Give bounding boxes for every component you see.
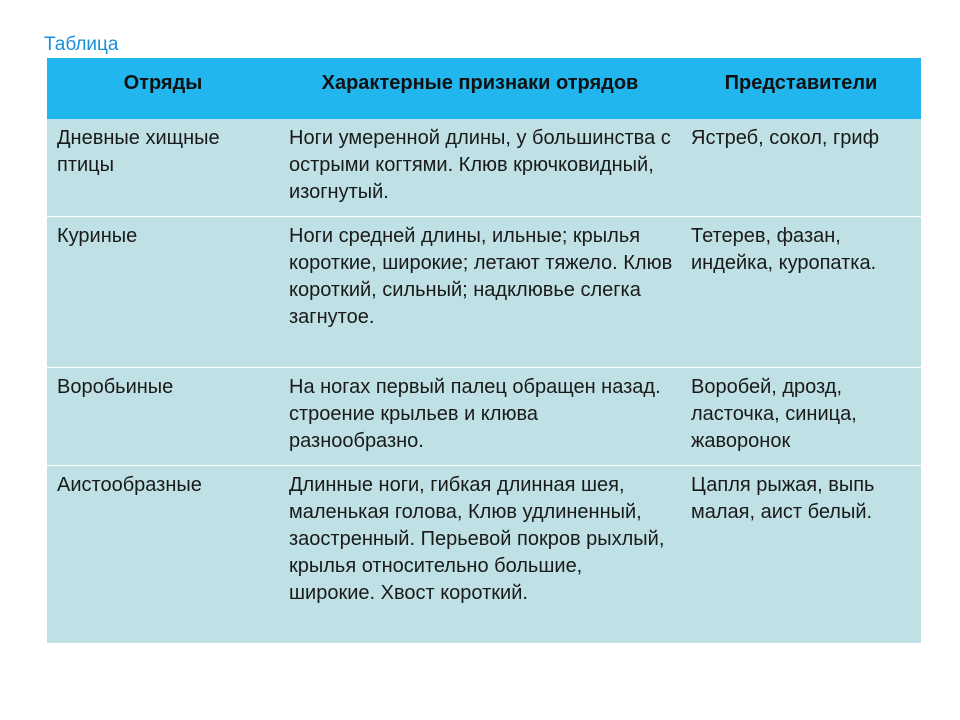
representatives-cell: Цапля рыжая, выпь малая, аист белый. bbox=[691, 474, 875, 523]
order-cell: Куриные bbox=[57, 225, 138, 247]
table-header bbox=[47, 58, 921, 119]
representatives-cell: Воробей, дрозд, ласточка, синица, жаворонок bbox=[691, 376, 857, 452]
bird-orders-table bbox=[47, 58, 921, 644]
features-cell: Длинные ноги, гибкая длинная шея, маленькая голова, Клюв удлиненный, заостренный. Перьевой покров рыхлый, крылья относительно большие, широкие. Хвост короткий. bbox=[289, 474, 665, 604]
order-cell: Аистообразные bbox=[57, 474, 202, 496]
representatives-cell: Ястреб, сокол, гриф bbox=[691, 127, 880, 149]
features-cell: На ногах первый палец обращен назад. строение крыльев и клюва разнообразно. bbox=[289, 376, 661, 452]
header-row bbox=[47, 58, 921, 119]
features-cell: Ноги умеренной длины, у большинства с острыми когтями. Клюв крючковидный, изогнутый. bbox=[289, 127, 671, 203]
table-body bbox=[47, 119, 921, 644]
table-row bbox=[47, 466, 921, 644]
table-row bbox=[47, 217, 921, 368]
representatives-cell: Тетерев, фазан, индейка, куропатка. bbox=[691, 225, 877, 274]
order-cell: Дневные хищные птицы bbox=[57, 127, 220, 176]
header-features: Характерные признаки отрядов bbox=[321, 72, 639, 94]
header-representatives: Представители bbox=[724, 72, 878, 94]
table-caption: Таблица bbox=[44, 34, 119, 55]
features-cell: Ноги средней длины, ильные; крылья короткие, широкие; летают тяжело. Клюв короткий, сильный; надклювье слегка загнутое. bbox=[289, 225, 673, 328]
table-row bbox=[47, 119, 921, 217]
header-orders: Отряды bbox=[123, 72, 203, 94]
table-row bbox=[47, 368, 921, 466]
order-cell: Воробьиные bbox=[57, 376, 174, 398]
